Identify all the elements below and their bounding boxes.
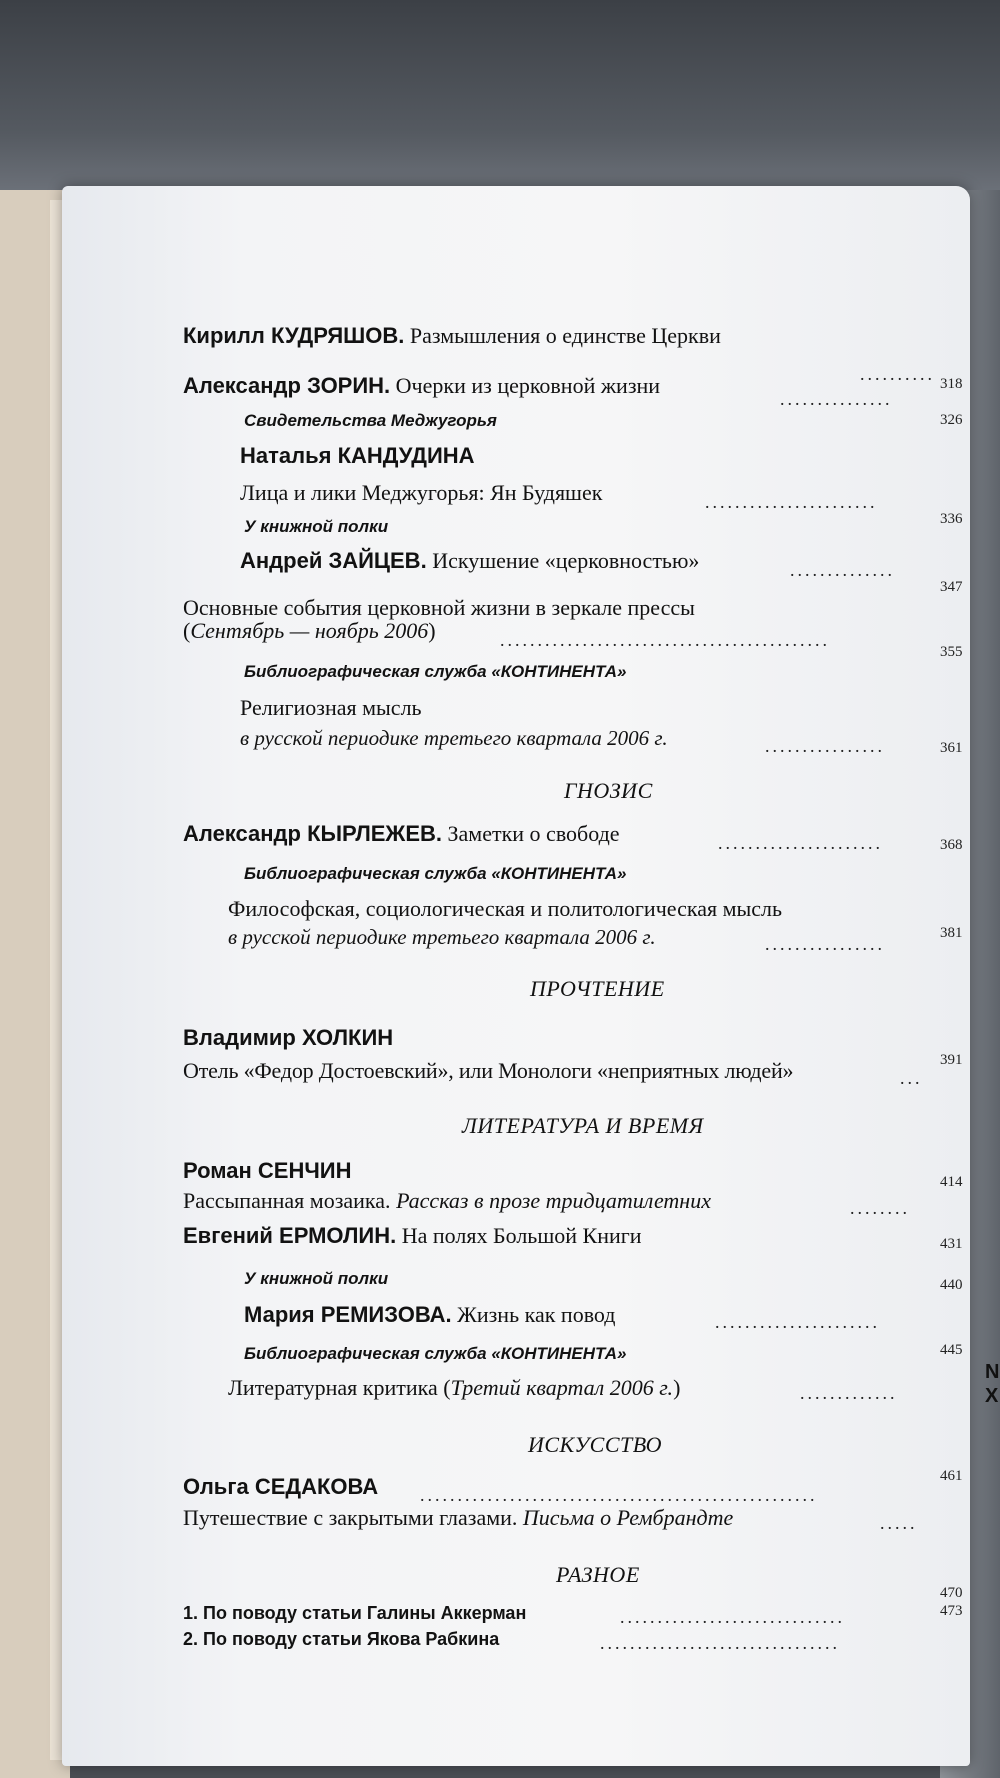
dot-leader: .....................................................: [420, 1486, 818, 1504]
section-heading: ИСКУССТВО: [528, 1432, 663, 1457]
entry-title: Философская, социологическая и политологическая мысль: [228, 896, 783, 921]
section-label: У книжной полки: [244, 517, 389, 536]
section-heading: ПРОЧТЕНИЕ: [530, 976, 665, 1001]
dot-leader: ........: [850, 1199, 910, 1217]
entry-title: 2. По поводу статьи Якова Рабкина: [183, 1629, 500, 1649]
entry-title: Литературная критика: [228, 1375, 438, 1400]
page-number: 326: [940, 412, 963, 428]
page-number: 368: [940, 837, 963, 853]
entry-subtitle: в русской периодике третьего квартала 2006 г.: [228, 925, 656, 949]
next-page-edge-text: [985, 1360, 999, 1408]
entry-author: Александр ЗОРИН.: [183, 373, 391, 398]
entry-title: Религиозная мысль: [240, 695, 422, 720]
entry-author: Мария РЕМИЗОВА.: [244, 1302, 452, 1327]
toc-entry-senchin: [183, 1190, 711, 1212]
entry-subtitle: в русской периодике третьего квартала 2006 г.: [240, 726, 668, 750]
page-number: 470: [940, 1585, 963, 1601]
entry-author: Андрей ЗАЙЦЕВ.: [240, 548, 427, 573]
dot-leader: ............................................: [500, 631, 830, 649]
page-number: 347: [940, 579, 963, 595]
entry-author: Александр КЫРЛЕЖЕВ.: [183, 821, 442, 846]
entry-title: Размышления о единстве Церкви: [409, 323, 721, 348]
entry-title: Путешествие с закрытыми глазами.: [183, 1505, 518, 1530]
dot-leader: ...............: [780, 390, 893, 408]
edge-text-line: Х: [985, 1385, 999, 1407]
section-heading: РАЗНОЕ: [556, 1562, 640, 1587]
dot-leader: ..............: [790, 561, 895, 579]
section-label: Библиографическая служба «КОНТИНЕНТА»: [244, 662, 627, 681]
entry-title: 1. По поводу статьи Галины Аккерман: [183, 1603, 527, 1623]
section-label: Библиографическая служба «КОНТИНЕНТА»: [244, 1344, 627, 1363]
section-heading: ЛИТЕРАТУРА И ВРЕМЯ: [462, 1113, 704, 1138]
toc-entry-kudryashov: [183, 325, 721, 347]
page-number: 318: [940, 376, 963, 392]
entry-subtitle: (Сентябрь — ноябрь 2006): [183, 618, 436, 643]
toc-entry-kyrlezhev: [183, 823, 620, 845]
entry-subtitle: Письма о Рембрандте: [522, 1505, 734, 1530]
entry-title: Очерки из церковной жизни: [395, 373, 661, 398]
entry-title: Искушение «церковностью»: [432, 548, 700, 573]
entry-title: Заметки о свободе: [447, 821, 620, 846]
toc-entry-litcrit: Литературная критика (Третий квартал 2006 г.): [228, 1375, 681, 1400]
section-heading: ГНОЗИС: [564, 778, 653, 803]
page-number: 336: [940, 511, 963, 527]
dot-leader: .............: [800, 1384, 898, 1402]
toc-entry-zorin: [183, 375, 660, 397]
entry-title: На полях Большой Книги: [401, 1223, 642, 1248]
dot-leader: ..............................: [620, 1608, 845, 1626]
dot-leader: ................: [765, 737, 885, 755]
page-number: 391: [940, 1052, 963, 1068]
section-label: Библиографическая служба «КОНТИНЕНТА»: [244, 864, 627, 883]
page-number: 431: [940, 1236, 963, 1252]
toc-entry-ermolin: [183, 1225, 642, 1247]
section-label: Свидетельства Меджугорья: [244, 411, 497, 430]
page-number: 440: [940, 1277, 963, 1293]
entry-subtitle: Рассказ в прозе тридцатилетних: [396, 1188, 711, 1213]
entry-title: Отель «Федор Достоевский», или Монологи «неприятных людей»: [183, 1058, 794, 1083]
page-number: 445: [940, 1342, 963, 1358]
page-number: 355: [940, 644, 963, 660]
entry-author: Евгений ЕРМОЛИН.: [183, 1223, 397, 1248]
dot-leader: ................................: [600, 1634, 840, 1652]
dot-leader: ................: [765, 935, 885, 953]
entry-author: Роман СЕНЧИН: [183, 1158, 352, 1183]
dot-leader: ...: [900, 1069, 923, 1087]
edge-text-line: N: [985, 1361, 1000, 1383]
entry-author: Наталья КАНДУДИНА: [240, 443, 475, 468]
page-number: 361: [940, 740, 963, 756]
toc-entry-sedakova: [183, 1507, 733, 1529]
dot-leader: .....: [880, 1514, 918, 1532]
page-number: 473: [940, 1603, 963, 1619]
entry-title: Рассыпанная мозаика.: [183, 1188, 391, 1213]
dot-leader: ......................: [715, 1313, 880, 1331]
entry-author: Владимир ХОЛКИН: [183, 1025, 394, 1050]
toc-entry-zaitsev: [240, 550, 699, 572]
dot-leader: ......................: [718, 834, 883, 852]
page-number: 414: [940, 1174, 963, 1190]
dot-leader: ..........: [860, 365, 935, 383]
toc-entry-remizova: [244, 1304, 616, 1326]
entry-title: Лица и лики Меджугорья: Ян Будяшек: [240, 480, 603, 505]
dot-leader: .......................: [705, 493, 878, 511]
entry-title: Жизнь как повод: [457, 1302, 616, 1327]
page-number: 381: [940, 925, 963, 941]
entry-title: Основные события церковной жизни в зеркале прессы: [183, 595, 695, 620]
page-number: 461: [940, 1468, 963, 1484]
section-label: У книжной полки: [244, 1269, 389, 1288]
entry-author: Кирилл КУДРЯШОВ.: [183, 323, 405, 348]
entry-author: Ольга СЕДАКОВА: [183, 1474, 379, 1499]
